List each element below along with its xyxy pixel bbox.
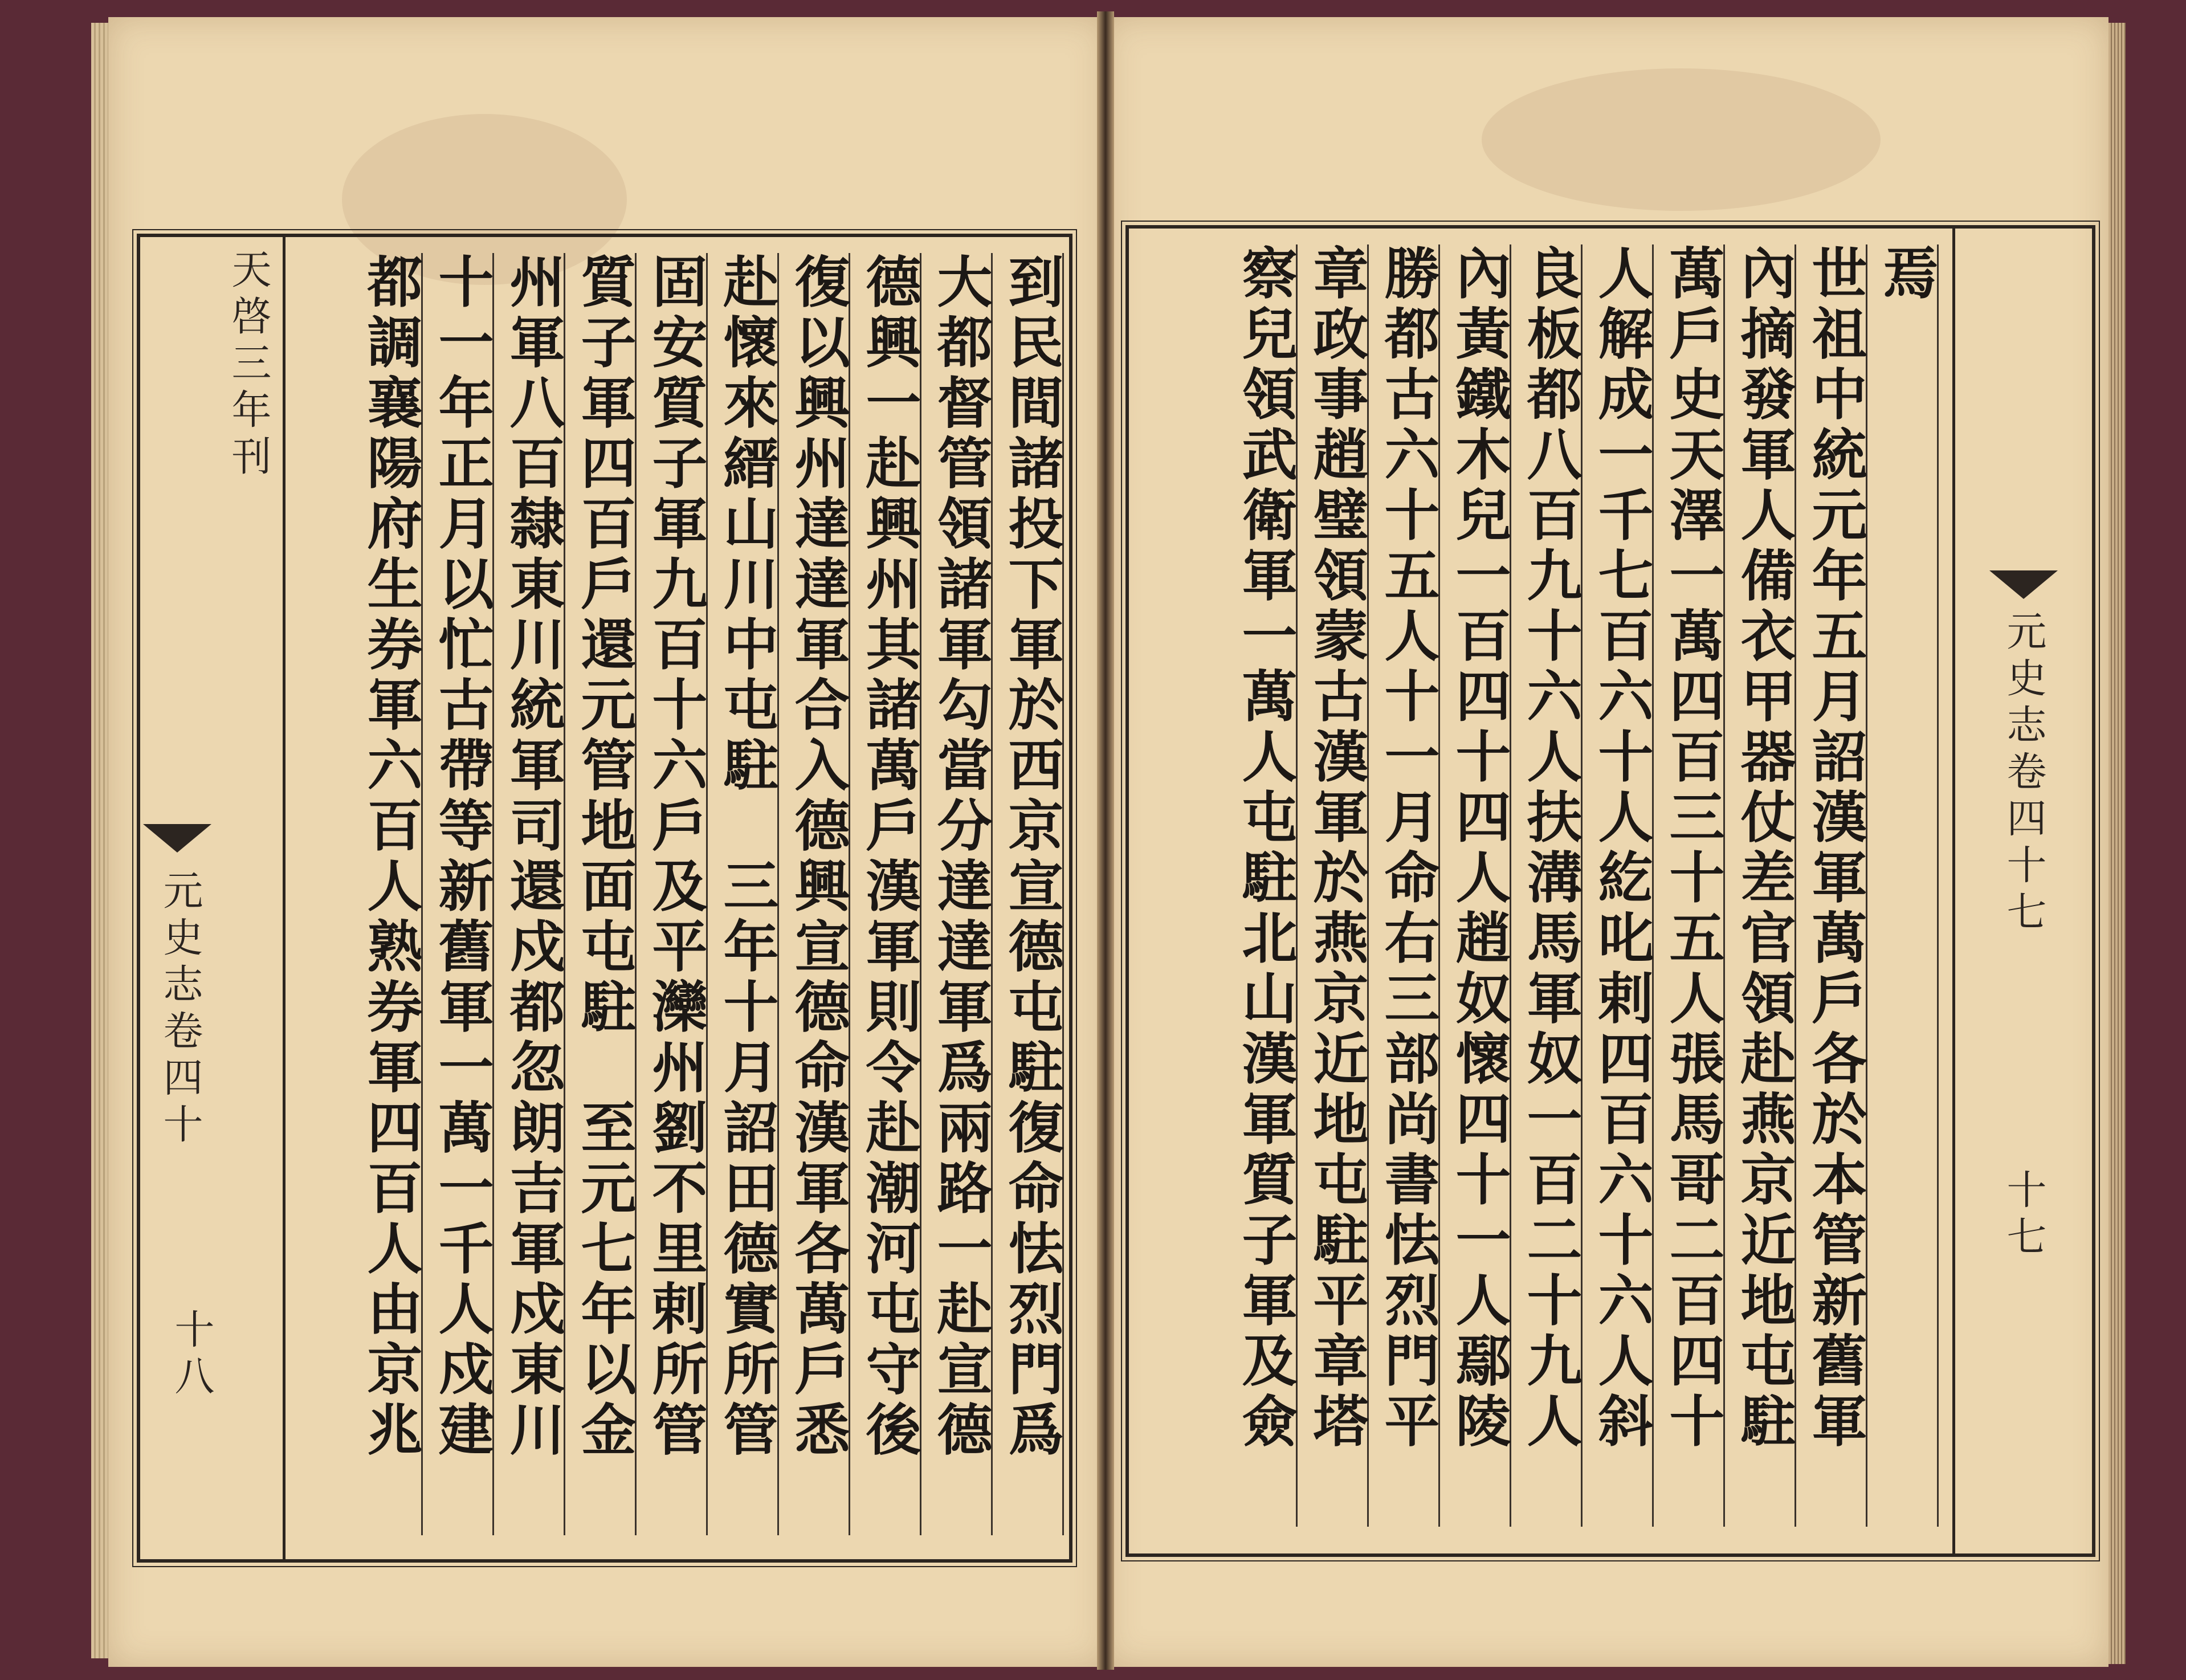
fold-column xyxy=(1952,229,2092,1553)
text-column: 固安質子軍九百十六戶及平灤州劉不里剌所管 xyxy=(645,253,708,1535)
page-edge-right xyxy=(2108,23,2126,1664)
fish-tail-mark xyxy=(1989,570,2058,599)
text-column: 都調襄陽府生券軍六百人熟券軍四百人由京兆 xyxy=(360,253,423,1535)
text-column: 良板都八百九十六人扶溝馬軍奴一百二十九人 xyxy=(1519,244,1583,1527)
text-column: 十一年正月以忙古帶等新舊軍一萬一千人戍建 xyxy=(431,253,494,1535)
text-column: 內黃鐵木兒一百四十四人趙奴懷四十一人鄢陵 xyxy=(1448,244,1511,1527)
text-column: 內摘發軍人備衣甲器仗差官領赴燕京近地屯駐 xyxy=(1733,244,1796,1527)
paper-stain xyxy=(1482,68,1881,211)
text-column: 到民間諸投下軍於西京宣德屯駐復命怯烈門爲 xyxy=(1001,253,1064,1535)
text-column: 德興一赴興州其諸萬戶漢軍則令赴潮河屯守後 xyxy=(858,253,921,1535)
text-column: 世祖中統元年五月詔漢軍萬戶各於本管新舊軍 xyxy=(1804,244,1867,1527)
fish-tail-mark xyxy=(143,824,211,853)
text-column: 人解成一千七百六十人紇叱剌四百六十六人斜 xyxy=(1590,244,1654,1527)
fold-column xyxy=(140,237,286,1559)
text-column: 質子軍四百戶還元管地面屯駐 至元七年以金 xyxy=(573,253,637,1535)
text-column: 焉 xyxy=(1875,244,1939,1527)
text-column: 勝都古六十五人十一月命右三部尚書怯烈門平 xyxy=(1377,244,1440,1527)
edition-label: 天啓三年刊 xyxy=(225,248,272,482)
page-number: 十八 xyxy=(168,1308,215,1402)
text-column: 大都督管領諸軍勾當分達達軍爲兩路一赴宣德 xyxy=(929,253,993,1535)
text-column: 復以興州達達軍合入德興宣德命漢軍各萬戶悉 xyxy=(787,253,850,1535)
left-text-frame xyxy=(137,234,1072,1563)
text-column: 察兒領武衛軍一萬人屯駐北山漢軍質子軍及僉 xyxy=(1234,244,1298,1527)
text-column: 州軍八百隸東川統軍司還戍都忽朗吉軍戍東川 xyxy=(502,253,565,1535)
right-text-frame xyxy=(1125,225,2095,1557)
volume-title: 元史志卷四十七 xyxy=(2000,610,2047,937)
book-gutter xyxy=(1097,11,1114,1670)
page-number: 十七 xyxy=(2000,1169,2047,1262)
text-column: 赴懷來縉山川中屯駐 三年十月詔田德實所管 xyxy=(716,253,779,1535)
text-column: 章政事趙璧領蒙古漢軍於燕京近地屯駐平章塔 xyxy=(1306,244,1369,1527)
volume-title: 元史志卷四十 xyxy=(157,870,203,1150)
text-column: 萬戶史天澤一萬四百三十五人張馬哥二百四十 xyxy=(1662,244,1725,1527)
